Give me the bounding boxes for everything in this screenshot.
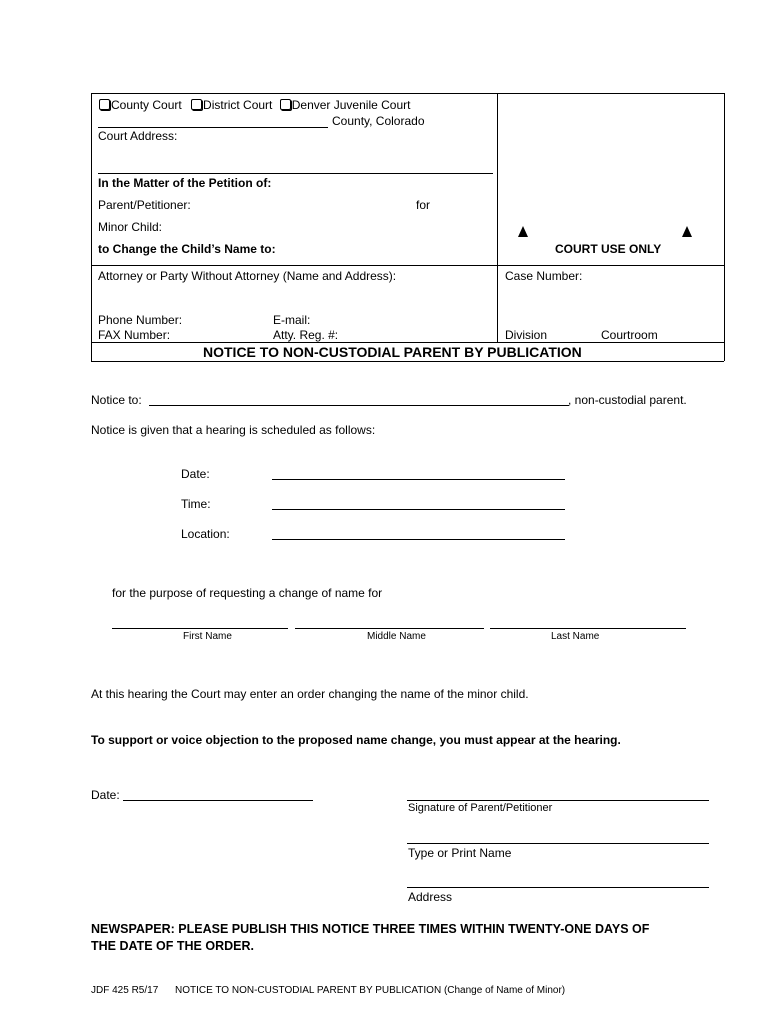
order-text: At this hearing the Court may enter an order changing the name of the minor child. — [91, 687, 529, 701]
court-address-label: Court Address: — [98, 129, 178, 143]
matter-label: In the Matter of the Petition of: — [98, 176, 272, 190]
courtroom-label: Courtroom — [601, 328, 658, 342]
parent-petitioner-label: Parent/Petitioner: — [98, 198, 191, 212]
hearing-date-field[interactable] — [272, 479, 565, 480]
objection-text: To support or voice objection to the proposed name change, you must appear at the hearing. — [91, 733, 621, 747]
notice-to-label: Notice to: — [91, 393, 142, 407]
county-court-option[interactable]: County Court — [99, 98, 182, 112]
court-address-field[interactable] — [98, 173, 493, 174]
district-court-option[interactable]: District Court — [191, 98, 272, 112]
hearing-date-label: Date: — [181, 467, 210, 481]
middle-name-caption: Middle Name — [367, 631, 426, 642]
county-court-checkbox[interactable] — [99, 99, 110, 110]
triangle-right-icon — [682, 226, 692, 237]
denver-juvenile-court-checkbox[interactable] — [280, 99, 291, 110]
type-print-name-label: Type or Print Name — [408, 846, 512, 860]
type-print-name-field[interactable] — [407, 843, 709, 844]
footer-form-id: JDF 425 R5/17 — [91, 985, 159, 996]
denver-juvenile-court-option[interactable]: Denver Juvenile Court — [280, 98, 411, 112]
non-custodial-suffix: , non-custodial parent. — [568, 393, 687, 407]
county-colorado-label: County, Colorado — [332, 114, 425, 128]
email-label: E-mail: — [273, 313, 311, 327]
signature-date-field[interactable] — [123, 800, 313, 801]
fax-label: FAX Number: — [98, 328, 171, 342]
court-options — [99, 98, 410, 112]
attorney-label: Attorney or Party Without Attorney (Name and Address): — [98, 269, 397, 283]
footer-form-title: NOTICE TO NON-CUSTODIAL PARENT BY PUBLICATION (Change of Name of Minor) — [175, 985, 566, 996]
triangle-left-icon — [518, 226, 528, 237]
last-name-caption: Last Name — [551, 631, 600, 642]
hearing-time-field[interactable] — [272, 509, 565, 510]
first-name-caption: First Name — [183, 631, 232, 642]
newspaper-instruction-line1: NEWSPAPER: PLEASE PUBLISH THIS NOTICE THREE TIMES WITHIN TWENTY-ONE DAYS OF — [91, 922, 650, 936]
signature-label: Signature of Parent/Petitioner — [408, 802, 553, 814]
first-name-field[interactable] — [112, 628, 288, 629]
caption-left-border — [91, 93, 92, 361]
page-title: NOTICE TO NON-CUSTODIAL PARENT BY PUBLICATION — [203, 344, 582, 360]
address-field[interactable] — [407, 887, 709, 888]
last-name-field[interactable] — [490, 628, 686, 629]
caption-top-border — [91, 93, 724, 94]
hearing-time-label: Time: — [181, 497, 211, 511]
newspaper-instruction-line2: THE DATE OF THE ORDER. — [91, 939, 254, 953]
hearing-intro: Notice is given that a hearing is scheduled as follows: — [91, 423, 376, 437]
caption-row-divider — [91, 265, 724, 266]
minor-child-label: Minor Child: — [98, 220, 163, 234]
hearing-location-label: Location: — [181, 527, 230, 541]
caption-middle-divider — [497, 93, 498, 342]
caption-bottom-border — [91, 361, 724, 362]
hearing-location-field[interactable] — [272, 539, 565, 540]
change-name-label: to Change the Child’s Name to: — [98, 242, 276, 256]
address-label: Address — [408, 890, 453, 904]
atty-reg-label: Atty. Reg. #: — [273, 328, 339, 342]
court-use-only-label: COURT USE ONLY — [555, 242, 662, 256]
case-number-label: Case Number: — [505, 269, 583, 283]
caption-title-top — [91, 342, 724, 343]
phone-label: Phone Number: — [98, 313, 183, 327]
middle-name-field[interactable] — [295, 628, 484, 629]
district-court-checkbox[interactable] — [191, 99, 202, 110]
notice-to-field[interactable] — [149, 405, 569, 406]
county-name-field[interactable] — [98, 127, 328, 128]
signature-field[interactable] — [407, 800, 709, 801]
caption-right-border — [724, 93, 725, 361]
for-label: for — [416, 198, 431, 212]
signature-date-label: Date: — [91, 788, 120, 802]
division-label: Division — [505, 328, 548, 342]
purpose-text: for the purpose of requesting a change of name for — [112, 586, 383, 600]
